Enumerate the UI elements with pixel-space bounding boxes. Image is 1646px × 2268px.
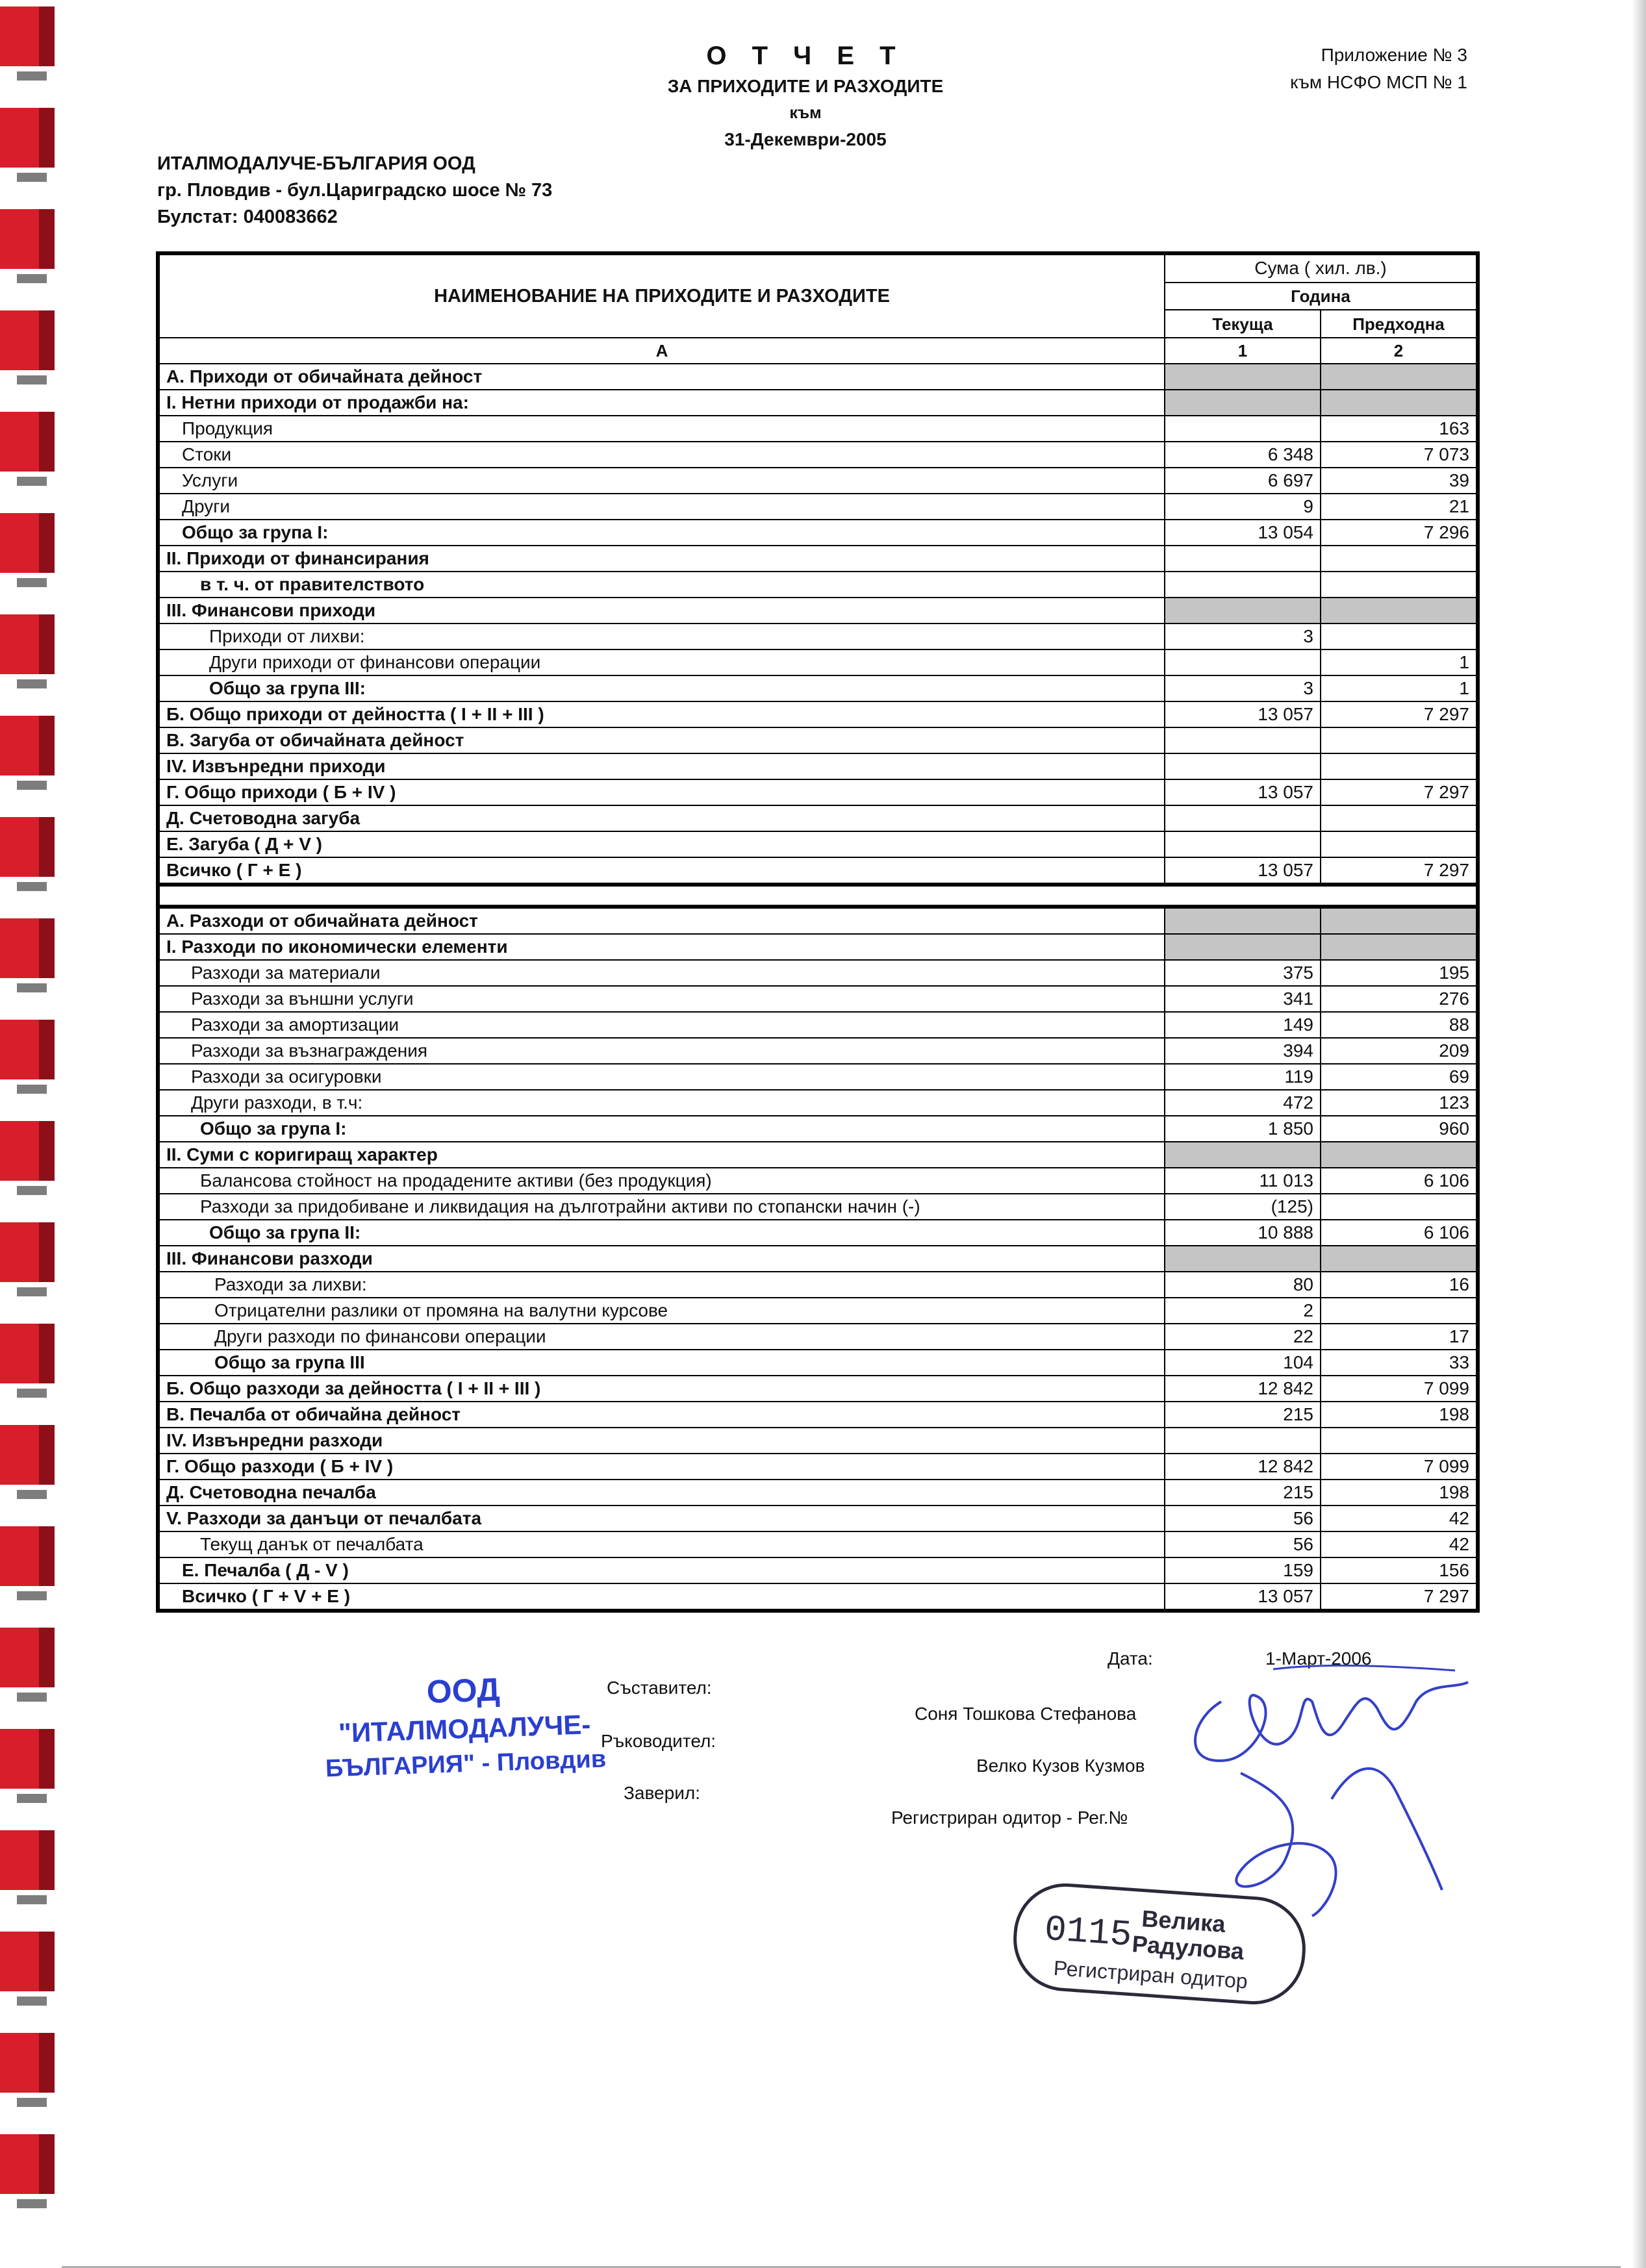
row-label: Д. Счетоводна печалба bbox=[158, 1480, 1165, 1506]
header-sum-cell: Сума ( хил. лв.) bbox=[1165, 253, 1478, 283]
row-label: Всичко ( Г + Е ) bbox=[158, 857, 1165, 885]
row-label: Общо за група III bbox=[158, 1350, 1165, 1376]
company-name: ИТАЛМОДАЛУЧЕ-БЪЛГАРИЯ ООД bbox=[157, 153, 475, 174]
manager-name: Велко Кузов Кузмов bbox=[976, 1756, 1145, 1776]
binding-tab bbox=[0, 513, 53, 573]
income-row bbox=[158, 416, 1478, 442]
income-row bbox=[158, 598, 1478, 624]
value-current-year bbox=[1165, 572, 1321, 598]
value-previous-year: 7 296 bbox=[1321, 520, 1478, 546]
company-address: гр. Пловдив - бул.Цариградско шосе № 73 bbox=[157, 180, 553, 201]
row-label: III. Финансови приходи bbox=[158, 598, 1165, 624]
expense-row bbox=[158, 1012, 1478, 1038]
value-previous-year: 7 297 bbox=[1321, 779, 1478, 805]
binding-tab bbox=[0, 310, 53, 370]
value-current-year: 13 057 bbox=[1165, 701, 1321, 727]
row-label: Д. Счетоводна загуба bbox=[158, 805, 1165, 831]
title-subtitle: ЗА ПРИХОДИТЕ И РАЗХОДИТЕ bbox=[667, 76, 944, 96]
certified-label: Заверил: bbox=[624, 1783, 700, 1803]
expense-row bbox=[158, 1376, 1478, 1402]
binding-tab bbox=[0, 1020, 53, 1079]
value-current-year bbox=[1165, 831, 1321, 857]
value-current-year bbox=[1165, 416, 1321, 442]
binding-tab bbox=[0, 817, 53, 877]
value-current-year: 394 bbox=[1165, 1038, 1321, 1064]
value-previous-year: 276 bbox=[1321, 986, 1478, 1012]
value-previous-year: 69 bbox=[1321, 1064, 1478, 1090]
header-year-cell: Година bbox=[1165, 283, 1478, 310]
value-current-year: 13 054 bbox=[1165, 520, 1321, 546]
title-connector: към bbox=[789, 104, 822, 122]
row-label: Разходи за осигуровки bbox=[158, 1064, 1165, 1090]
value-current-year: 56 bbox=[1165, 1531, 1321, 1557]
income-row bbox=[158, 649, 1478, 675]
value-previous-year bbox=[1321, 1246, 1478, 1272]
column-index-a: А bbox=[158, 338, 1165, 364]
value-previous-year: 209 bbox=[1321, 1038, 1478, 1064]
income-row bbox=[158, 572, 1478, 598]
binding-tab bbox=[0, 108, 53, 168]
expense-row bbox=[158, 1298, 1478, 1324]
expense-row bbox=[158, 1142, 1478, 1168]
section-separator-row bbox=[158, 885, 1478, 907]
value-current-year: 10 888 bbox=[1165, 1220, 1321, 1246]
row-label: В. Печалба от обичайна дейност bbox=[158, 1402, 1165, 1428]
value-previous-year: 195 bbox=[1321, 960, 1478, 986]
date-value: 1-Март-2006 bbox=[1265, 1648, 1372, 1669]
row-label: I. Нетни приходи от продажби на: bbox=[158, 390, 1165, 416]
value-previous-year bbox=[1321, 727, 1478, 753]
value-current-year: 159 bbox=[1165, 1557, 1321, 1583]
company-bulstat: Булстат: 040083662 bbox=[157, 207, 338, 227]
binding-tab bbox=[0, 1222, 53, 1282]
row-label: Е. Загуба ( Д + V ) bbox=[158, 831, 1165, 857]
income-row bbox=[158, 727, 1478, 753]
value-previous-year: 960 bbox=[1321, 1116, 1478, 1142]
value-previous-year: 1 bbox=[1321, 649, 1478, 675]
auditor-stamp-name-2: Радулова bbox=[1131, 1930, 1245, 1965]
value-current-year: 2 bbox=[1165, 1298, 1321, 1324]
section-separator bbox=[158, 885, 1478, 907]
binding-tab bbox=[0, 2134, 53, 2194]
value-previous-year: 88 bbox=[1321, 1012, 1478, 1038]
value-current-year: 56 bbox=[1165, 1506, 1321, 1531]
value-previous-year bbox=[1321, 364, 1478, 390]
appendix-line-2: към НСФО МСП № 1 bbox=[1290, 72, 1467, 92]
binding-tab bbox=[0, 1729, 53, 1789]
value-previous-year: 17 bbox=[1321, 1324, 1478, 1350]
value-current-year: 9 bbox=[1165, 494, 1321, 520]
company-stamp-line-1: ООД bbox=[425, 1671, 501, 1710]
row-label: А. Приходи от обичайната дейност bbox=[158, 364, 1165, 390]
header-current-cell: Текуща bbox=[1165, 310, 1321, 338]
value-current-year bbox=[1165, 907, 1321, 934]
expense-row bbox=[158, 907, 1478, 934]
row-label: Всичко ( Г + V + Е ) bbox=[158, 1583, 1165, 1611]
expense-row bbox=[158, 1583, 1478, 1611]
expense-row bbox=[158, 986, 1478, 1012]
value-current-year: 472 bbox=[1165, 1090, 1321, 1116]
expense-row bbox=[158, 1428, 1478, 1454]
binding-tab bbox=[0, 918, 53, 978]
binding-tab bbox=[0, 1425, 53, 1485]
value-previous-year: 198 bbox=[1321, 1480, 1478, 1506]
value-previous-year: 39 bbox=[1321, 468, 1478, 494]
row-label: Други приходи от финансови операции bbox=[158, 649, 1165, 675]
value-current-year: 1 850 bbox=[1165, 1116, 1321, 1142]
expense-row bbox=[158, 1531, 1478, 1557]
expense-row bbox=[158, 960, 1478, 986]
title-main: О Т Ч Е Т bbox=[706, 42, 905, 70]
row-label: III. Финансови разходи bbox=[158, 1246, 1165, 1272]
value-current-year: 6 348 bbox=[1165, 442, 1321, 468]
income-row bbox=[158, 831, 1478, 857]
row-label: IV. Извънредни приходи bbox=[158, 753, 1165, 779]
value-previous-year: 7 099 bbox=[1321, 1454, 1478, 1480]
value-current-year bbox=[1165, 1142, 1321, 1168]
binding-tab bbox=[0, 1526, 53, 1586]
value-previous-year: 6 106 bbox=[1321, 1168, 1478, 1194]
row-label: в т. ч. от правителството bbox=[158, 572, 1165, 598]
binding-tab bbox=[0, 1628, 53, 1687]
row-label: Други разходи, в т.ч: bbox=[158, 1090, 1165, 1116]
row-label: Стоки bbox=[158, 442, 1165, 468]
composer-name: Соня Тошкова Стефанова bbox=[915, 1704, 1137, 1724]
row-label: Разходи за придобиване и ликвидация на дълготрайни активи по стопански начин (-) bbox=[158, 1194, 1165, 1220]
value-previous-year: 33 bbox=[1321, 1350, 1478, 1376]
value-previous-year bbox=[1321, 805, 1478, 831]
value-previous-year: 123 bbox=[1321, 1090, 1478, 1116]
income-row bbox=[158, 675, 1478, 701]
value-previous-year bbox=[1321, 1142, 1478, 1168]
binding-tab bbox=[0, 1932, 53, 1991]
binding-tab bbox=[0, 1121, 53, 1181]
row-label: Продукция bbox=[158, 416, 1165, 442]
company-stamp bbox=[310, 1665, 619, 1786]
row-label: Общо за група III: bbox=[158, 675, 1165, 701]
value-previous-year bbox=[1321, 907, 1478, 934]
row-label: Б. Общо приходи от дейността ( I + II + III ) bbox=[158, 701, 1165, 727]
row-label: Балансова стойност на продадените активи (без продукция) bbox=[158, 1168, 1165, 1194]
value-current-year bbox=[1165, 649, 1321, 675]
income-row bbox=[158, 779, 1478, 805]
value-previous-year bbox=[1321, 1194, 1478, 1220]
expense-row bbox=[158, 1557, 1478, 1583]
row-label: V. Разходи за данъци от печалбата bbox=[158, 1506, 1165, 1531]
row-label: Отрицателни разлики от промяна на валутни курсове bbox=[158, 1298, 1165, 1324]
row-label: В. Загуба от обичайната дейност bbox=[158, 727, 1165, 753]
expense-row bbox=[158, 1168, 1478, 1194]
row-label: Общо за група I: bbox=[158, 520, 1165, 546]
value-previous-year: 7 073 bbox=[1321, 442, 1478, 468]
value-current-year: 215 bbox=[1165, 1480, 1321, 1506]
value-previous-year: 156 bbox=[1321, 1557, 1478, 1583]
value-current-year bbox=[1165, 546, 1321, 572]
value-previous-year bbox=[1321, 572, 1478, 598]
value-current-year bbox=[1165, 390, 1321, 416]
income-row bbox=[158, 546, 1478, 572]
income-row bbox=[158, 701, 1478, 727]
row-label: Общо за група II: bbox=[158, 1220, 1165, 1246]
row-label: Е. Печалба ( Д - V ) bbox=[158, 1557, 1165, 1583]
value-current-year bbox=[1165, 1246, 1321, 1272]
value-previous-year bbox=[1321, 1298, 1478, 1324]
expense-row bbox=[158, 1116, 1478, 1142]
company-stamp-line-2: "ИТАЛМОДАЛУЧЕ- bbox=[338, 1709, 592, 1748]
value-current-year: (125) bbox=[1165, 1194, 1321, 1220]
income-row bbox=[158, 520, 1478, 546]
value-current-year: 12 842 bbox=[1165, 1454, 1321, 1480]
auditor-stamp-name-1: Велика bbox=[1141, 1905, 1226, 1937]
value-current-year bbox=[1165, 753, 1321, 779]
value-previous-year bbox=[1321, 390, 1478, 416]
value-previous-year: 7 297 bbox=[1321, 701, 1478, 727]
value-previous-year: 21 bbox=[1321, 494, 1478, 520]
value-current-year bbox=[1165, 598, 1321, 624]
binding-tab bbox=[0, 1830, 53, 1890]
value-current-year: 12 842 bbox=[1165, 1376, 1321, 1402]
income-row bbox=[158, 805, 1478, 831]
row-label: Разходи за лихви: bbox=[158, 1272, 1165, 1298]
value-current-year: 13 057 bbox=[1165, 1583, 1321, 1611]
income-row bbox=[158, 442, 1478, 468]
value-previous-year bbox=[1321, 753, 1478, 779]
value-current-year: 215 bbox=[1165, 1402, 1321, 1428]
row-label: Общо за група I: bbox=[158, 1116, 1165, 1142]
expense-row bbox=[158, 1454, 1478, 1480]
auditor-label: Регистриран одитор - Рег.№ bbox=[891, 1808, 1128, 1828]
binding-tab bbox=[0, 2033, 53, 2093]
appendix-line-1: Приложение № 3 bbox=[1321, 45, 1467, 65]
row-label: А. Разходи от обичайната дейност bbox=[158, 907, 1165, 934]
value-current-year: 149 bbox=[1165, 1012, 1321, 1038]
row-label: Б. Общо разходи за дейността ( I + II + III ) bbox=[158, 1376, 1165, 1402]
expense-row bbox=[158, 1480, 1478, 1506]
company-stamp-line-3: БЪЛГАРИЯ" - Пловдив bbox=[325, 1745, 607, 1783]
row-label: Други разходи по финансови операции bbox=[158, 1324, 1165, 1350]
expense-row bbox=[158, 1038, 1478, 1064]
income-row bbox=[158, 624, 1478, 649]
column-index-1: 1 bbox=[1165, 338, 1321, 364]
value-current-year: 3 bbox=[1165, 675, 1321, 701]
expense-row bbox=[158, 1324, 1478, 1350]
value-previous-year: 42 bbox=[1321, 1506, 1478, 1531]
expense-row bbox=[158, 1194, 1478, 1220]
value-current-year bbox=[1165, 805, 1321, 831]
expense-row bbox=[158, 1350, 1478, 1376]
value-current-year bbox=[1165, 727, 1321, 753]
date-label: Дата: bbox=[1108, 1648, 1153, 1669]
table-header-row-1 bbox=[158, 253, 1478, 283]
binding-tab bbox=[0, 716, 53, 775]
title-date: 31-Декември-2005 bbox=[724, 129, 887, 149]
value-previous-year: 7 099 bbox=[1321, 1376, 1478, 1402]
binding-tab bbox=[0, 614, 53, 674]
composer-label: Съставител: bbox=[607, 1678, 712, 1698]
value-current-year bbox=[1165, 934, 1321, 960]
row-label: Г. Общо приходи ( Б + IV ) bbox=[158, 779, 1165, 805]
expense-row bbox=[158, 1402, 1478, 1428]
manager-label: Ръководител: bbox=[601, 1731, 716, 1751]
row-label: Г. Общо разходи ( Б + IV ) bbox=[158, 1454, 1165, 1480]
spiral-binding bbox=[0, 0, 62, 2268]
header-name-cell: НАИМЕНОВАНИЕ НА ПРИХОДИТЕ И РАЗХОДИТЕ bbox=[158, 253, 1165, 338]
value-current-year: 80 bbox=[1165, 1272, 1321, 1298]
value-previous-year bbox=[1321, 934, 1478, 960]
row-label: Други bbox=[158, 494, 1165, 520]
value-current-year: 6 697 bbox=[1165, 468, 1321, 494]
income-row bbox=[158, 753, 1478, 779]
income-row bbox=[158, 857, 1478, 885]
row-label: I. Разходи по икономически елементи bbox=[158, 934, 1165, 960]
income-row bbox=[158, 468, 1478, 494]
header-previous-cell: Предходна bbox=[1321, 310, 1478, 338]
binding-tab bbox=[0, 412, 53, 472]
binding-tab bbox=[0, 6, 53, 66]
value-previous-year bbox=[1321, 1428, 1478, 1454]
value-previous-year: 16 bbox=[1321, 1272, 1478, 1298]
value-previous-year bbox=[1321, 624, 1478, 649]
auditor-stamp-number: 0115 bbox=[1043, 1908, 1133, 1956]
value-current-year: 375 bbox=[1165, 960, 1321, 986]
row-label: Приходи от лихви: bbox=[158, 624, 1165, 649]
row-label: II. Приходи от финансирания bbox=[158, 546, 1165, 572]
row-label: Разходи за амортизации bbox=[158, 1012, 1165, 1038]
value-current-year bbox=[1165, 364, 1321, 390]
row-label: IV. Извънредни разходи bbox=[158, 1428, 1165, 1454]
income-row bbox=[158, 494, 1478, 520]
expense-row bbox=[158, 1090, 1478, 1116]
value-current-year: 3 bbox=[1165, 624, 1321, 649]
value-current-year: 11 013 bbox=[1165, 1168, 1321, 1194]
company-info bbox=[157, 151, 552, 231]
binding-tab bbox=[0, 1324, 53, 1383]
income-row bbox=[158, 390, 1478, 416]
value-previous-year: 163 bbox=[1321, 416, 1478, 442]
auditor-stamp bbox=[1010, 1880, 1309, 2008]
expense-row bbox=[158, 1272, 1478, 1298]
expense-row bbox=[158, 934, 1478, 960]
expense-row bbox=[158, 1506, 1478, 1531]
row-label: Разходи за външни услуги bbox=[158, 986, 1165, 1012]
row-label: Разходи за материали bbox=[158, 960, 1165, 986]
value-current-year: 22 bbox=[1165, 1324, 1321, 1350]
value-previous-year bbox=[1321, 546, 1478, 572]
value-current-year: 119 bbox=[1165, 1064, 1321, 1090]
expense-row bbox=[158, 1246, 1478, 1272]
appendix-reference bbox=[1195, 42, 1467, 96]
value-previous-year: 198 bbox=[1321, 1402, 1478, 1428]
table-column-index-row bbox=[158, 338, 1478, 364]
row-label: Услуги bbox=[158, 468, 1165, 494]
value-previous-year: 7 297 bbox=[1321, 1583, 1478, 1611]
binding-tab bbox=[0, 209, 53, 269]
row-label: Текущ данък от печалбата bbox=[158, 1531, 1165, 1557]
row-label: Разходи за възнаграждения bbox=[158, 1038, 1165, 1064]
value-previous-year bbox=[1321, 598, 1478, 624]
value-previous-year: 7 297 bbox=[1321, 857, 1478, 885]
report-title bbox=[572, 39, 1039, 153]
column-index-2: 2 bbox=[1321, 338, 1478, 364]
auditor-stamp-title: Регистриран одитор bbox=[1052, 1956, 1248, 1993]
value-current-year bbox=[1165, 1428, 1321, 1454]
value-current-year: 13 057 bbox=[1165, 779, 1321, 805]
row-label: II. Суми с коригиращ характер bbox=[158, 1142, 1165, 1168]
value-previous-year: 6 106 bbox=[1321, 1220, 1478, 1246]
value-previous-year: 1 bbox=[1321, 675, 1478, 701]
income-expense-table bbox=[156, 251, 1480, 1613]
page-edge-shadow bbox=[1632, 0, 1646, 2268]
expense-row bbox=[158, 1220, 1478, 1246]
signature-scribble bbox=[1182, 1663, 1481, 1922]
value-previous-year: 42 bbox=[1321, 1531, 1478, 1557]
value-current-year: 104 bbox=[1165, 1350, 1321, 1376]
income-row bbox=[158, 364, 1478, 390]
value-current-year: 13 057 bbox=[1165, 857, 1321, 885]
value-previous-year bbox=[1321, 831, 1478, 857]
value-current-year: 341 bbox=[1165, 986, 1321, 1012]
expense-row bbox=[158, 1064, 1478, 1090]
